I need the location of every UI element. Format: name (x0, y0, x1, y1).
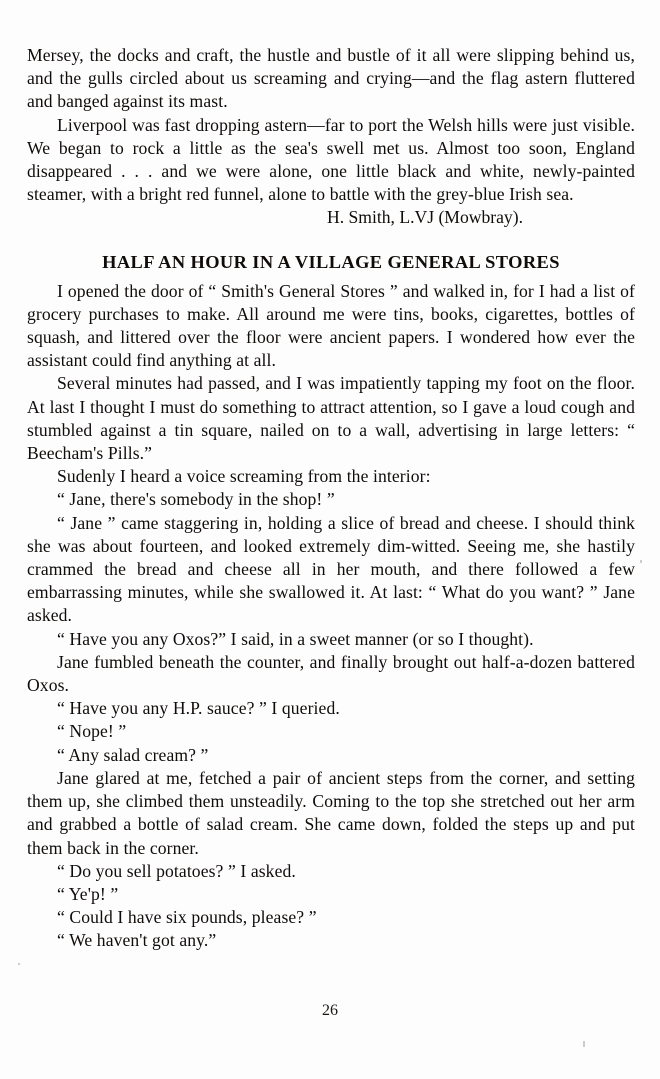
story-paragraph-7: Jane fumbled beneath the counter, and finally brought out half-a-dozen battered Oxos. (27, 651, 635, 696)
story-paragraph-5: “ Jane ” came staggering in, holding a slice of bread and cheese. I should think she was about fourteen, and looked extremely dim-witted. Seeing me, she hastily crammed the bread and cheese all in her mouth, and there followed a few embarrassing minutes, while she swallowed it. At last: “ What do you want? ” Jane asked. (27, 512, 635, 626)
story-paragraph-3: Sudenly I heard a voice screaming from the interior: (57, 466, 431, 487)
story-paragraph-4: “ Jane, there's somebody in the shop! ” (57, 489, 335, 510)
story-paragraph-11: Jane glared at me, fetched a pair of ancient steps from the corner, and setting them up, she climbed them unsteadily. Coming to the top she stretched out her arm and grabbed a bottle of salad cream. She came down, folded the steps up and put them back in the corner. (27, 767, 635, 858)
story-paragraph-6: “ Have you any Oxos?” I said, in a sweet manner (or so I thought). (57, 628, 534, 649)
paper-speck (640, 560, 642, 563)
section-heading: HALF AN HOUR IN A VILLAGE GENERAL STORES (102, 251, 560, 272)
story-paragraph-10: “ Any salad cream? ” (57, 744, 209, 765)
page-number: 26 (322, 1002, 338, 1019)
article-signature (27, 206, 635, 229)
paper-speck (18, 963, 20, 965)
story-paragraph-12: “ Do you sell potatoes? ” I asked. (57, 860, 296, 881)
paper-speck (583, 1041, 585, 1047)
signature-text: H. Smith, L.VJ (Mowbray). (327, 207, 523, 228)
story-paragraph-15: “ We haven't got any.” (57, 930, 217, 951)
story-paragraph-8: “ Have you any H.P. sauce? ” I queried. (57, 698, 340, 719)
page-content (27, 44, 635, 953)
paragraph-opening: Mersey, the docks and craft, the hustle and bustle of it all were slipping behind us, and the gulls circled about us screaming and crying—and the flag astern fluttered and banged against its mast. (27, 45, 635, 112)
paragraph-liverpool: Liverpool was fast dropping astern—far to port the Welsh hills were just visible. We began to rock a little as the sea's swell met us. Almost too soon, England disappeared . . . and we were alone, one little black and white, newly-painted steamer, with a bright red funnel, alone to battle with the grey-blue Irish sea. (27, 114, 635, 205)
story-paragraph-13: “ Ye'p! ” (57, 883, 119, 904)
story-paragraph-14: “ Could I have six pounds, please? ” (57, 907, 317, 928)
story-paragraph-2: Several minutes had passed, and I was impatiently tapping my foot on the floor. At last I thought I must do something to attract attention, so I gave a loud cough and stumbled against a tin square, nailed on to a wall, advertising in large letters: “ Beecham's Pills.” (27, 373, 635, 464)
story-paragraph-9: “ Nope! ” (57, 721, 127, 742)
story-paragraph-1: I opened the door of “ Smith's General Stores ” and walked in, for I had a list of grocery purchases to make. All around me were tins, books, cigarettes, bottles of squash, and littered over the floor were ancient papers. I wondered how ever the assistant could find anything at all. (27, 280, 635, 371)
